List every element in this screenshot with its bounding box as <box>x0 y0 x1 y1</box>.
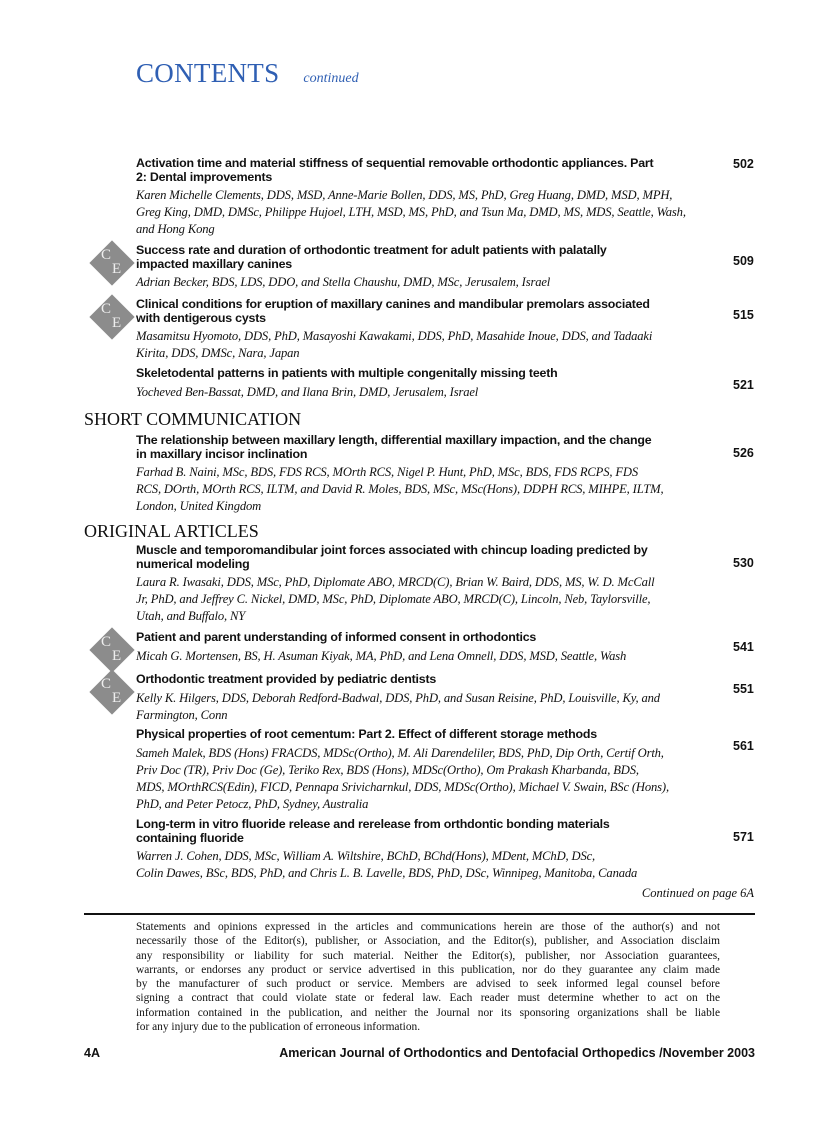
article-title[interactable] <box>136 673 711 687</box>
article-authors-line: Jr, PhD, and Jeffrey C. Nickel, DMD, MSc, PhD, Diplomate ABO, MRCD(C), Lincoln, Neb, Taylorsville, <box>136 592 651 606</box>
ce-badge-icon <box>90 295 134 339</box>
article-authors-line: Micah G. Mortensen, BS, H. Asuman Kiyak, MA, PhD, and Lena Omnell, DDS, MSD, Seattle, Wash <box>136 648 627 663</box>
ce-letter-e: E <box>112 690 122 706</box>
article-title[interactable] <box>136 298 711 325</box>
article-title-line: containing fluoride <box>136 830 244 845</box>
article-title[interactable] <box>136 728 711 742</box>
article-authors-line: Adrian Becker, BDS, LDS, DDO, and Stella Chaushu, DMD, MSc, Jerusalem, Israel <box>136 275 551 289</box>
ce-letter-e: E <box>112 648 122 664</box>
contents-entry[interactable] <box>136 673 711 724</box>
article-authors-line: Warren J. Cohen, DDS, MSc, William A. Wiltshire, BChD, BChd(Hons), MDent, MChD, DSc, <box>136 849 596 863</box>
article-page-number[interactable]: 541 <box>733 640 754 654</box>
ce-letter-e: E <box>112 261 122 277</box>
ce-badge-icon <box>90 628 134 672</box>
contents-entry[interactable] <box>136 434 711 515</box>
article-title-line: The relationship between maxillary length, differential maxillary impaction, and the change <box>136 433 652 447</box>
disclaimer-line: for any injury due to the publication of erroneous information. <box>136 1021 421 1034</box>
article-authors-line: Yocheved Ben-Bassat, DMD, and Ilana Brin, DMD, Jerusalem, Israel <box>136 384 479 399</box>
contents-entry[interactable] <box>136 818 711 882</box>
page-subtitle: continued <box>303 71 359 86</box>
disclaimer-line: Statements and opinions expressed in the articles and communications herein are those of the author(s) and not <box>136 921 720 933</box>
article-authors-line: Kelly K. Hilgers, DDS, Deborah Redford-Badwal, DDS, PhD, and Susan Reisine, PhD, Louisville, Ky, and <box>136 690 660 705</box>
article-authors-line: London, United Kingdom <box>136 499 262 513</box>
contents-entry[interactable] <box>136 544 711 625</box>
article-page-number[interactable]: 530 <box>733 556 754 570</box>
article-title-line: Activation time and material stiffness of sequential removable orthodontic appliances. Part <box>136 156 654 170</box>
article-authors <box>136 384 711 401</box>
article-title-line: Muscle and temporomandibular joint forces associated with chincup loading predicted by <box>136 543 648 557</box>
article-authors-line: PhD, and Peter Petocz, PhD, Sydney, Australia <box>136 796 369 811</box>
ce-badge-icon <box>90 670 134 714</box>
article-authors-line: Sameh Malek, BDS (Hons) FRACDS, MDSc(Ortho), M. Ali Darendeliler, BDS, PhD, Dip Orth, Certif Orth, <box>136 745 664 760</box>
article-title[interactable] <box>136 631 711 645</box>
article-authors-line: Utah, and Buffalo, NY <box>136 609 246 623</box>
article-title-line: Success rate and duration of orthodontic treatment for adult patients with palatally <box>136 243 607 257</box>
article-authors-line: Kirita, DDS, DMSc, Nara, Japan <box>136 346 300 360</box>
contents-entry[interactable] <box>136 367 711 401</box>
article-authors <box>136 745 711 813</box>
article-page-number[interactable]: 515 <box>733 308 754 322</box>
ce-letter-c: C <box>101 676 112 692</box>
article-authors-line: Laura R. Iwasaki, DDS, MSc, PhD, Diplomate ABO, MRCD(C), Brian W. Baird, DDS, MS, W. D. McCall <box>136 575 655 589</box>
section-heading-short-communication: SHORT COMMUNICATION <box>84 409 302 429</box>
article-authors-line: Masamitsu Hyomoto, DDS, PhD, Masayoshi Kawakami, DDS, PhD, Masahide Inoue, DDS, and Tadaaki <box>136 329 653 343</box>
footer-journal: American Journal of Orthodontics and Dentofacial Orthopedics /November 2003 <box>279 1046 755 1060</box>
article-title-line: impacted maxillary canines <box>136 256 292 271</box>
ce-letter-e: E <box>112 315 122 331</box>
article-title-line: numerical modeling <box>136 556 250 571</box>
article-authors-line: Farmington, Conn <box>136 707 228 722</box>
article-authors-line: Colin Dawes, BSc, BDS, PhD, and Chris L. B. Lavelle, BDS, PhD, DSc, Winnipeg, Manitoba, Canada <box>136 866 638 880</box>
article-title-line: Long-term in vitro fluoride release and rerelease from orthdontic bonding materials <box>136 817 610 831</box>
contents-header <box>136 58 359 89</box>
article-authors <box>136 274 711 291</box>
article-title-line: Skeletodental patterns in patients with multiple congenitally missing teeth <box>136 366 558 380</box>
continued-note: Continued on page 6A <box>641 886 754 900</box>
article-authors <box>136 328 711 362</box>
article-page-number[interactable]: 509 <box>733 254 754 268</box>
article-page-number[interactable]: 521 <box>733 378 754 392</box>
ce-letter-c: C <box>101 247 112 263</box>
article-authors-line: Priv Doc (TR), Priv Doc (Ge), Teriko Rex, BDS (Hons), MDSc(Ortho), Om Prakash Kharbanda, BDS, <box>136 762 639 777</box>
divider <box>84 913 755 915</box>
contents-entry[interactable] <box>136 244 711 291</box>
contents-entry[interactable] <box>136 157 711 238</box>
article-authors-line: and Hong Kong <box>136 222 215 236</box>
article-authors-line: Karen Michelle Clements, DDS, MSD, Anne-Marie Bollen, DDS, MS, PhD, Greg Huang, DMD, MSD, MPH, <box>136 188 673 202</box>
ce-letter-c: C <box>101 301 112 317</box>
article-page-number[interactable]: 526 <box>733 446 754 460</box>
disclaimer-line: information contained in the publication, and neither the Journal nor its sponsoring organizations shall be liable <box>136 1006 720 1019</box>
article-title[interactable] <box>136 434 711 461</box>
disclaimer-line: signing a contract that could violate state or federal law. Each reader must determine whether to act on the <box>136 992 720 1005</box>
page-title: CONTENTS <box>136 58 280 88</box>
article-authors <box>136 848 711 882</box>
contents-entry[interactable] <box>136 631 711 665</box>
footer-page-number: 4A <box>84 1046 100 1060</box>
contents-entry[interactable] <box>136 728 711 813</box>
article-title-line: Physical properties of root cementum: Part 2. Effect of different storage methods <box>136 727 597 741</box>
article-title[interactable] <box>136 367 711 381</box>
article-title[interactable] <box>136 157 711 184</box>
article-title-line: Patient and parent understanding of informed consent in orthodontics <box>136 630 537 644</box>
article-authors-line: Farhad B. Naini, MSc, BDS, FDS RCS, MOrth RCS, Nigel P. Hunt, PhD, MSc, BDS, FDS RCPS, FDS <box>136 465 638 479</box>
article-authors <box>136 690 711 724</box>
disclaimer-line: necessarily those of the Editor(s), publisher, or Association, and the Editor(s), publisher, and Association disclaim <box>136 935 720 948</box>
disclaimer-line: warrants, or endorses any product or service advertised in this publication, nor do they guarantee any claim made <box>136 963 720 976</box>
disclaimer-line: by the manufacturer of such product or service. Members are advised to seek informed legal counsel before <box>136 978 720 991</box>
ce-letter-c: C <box>101 634 112 650</box>
article-page-number[interactable]: 502 <box>733 157 754 171</box>
contents-entry[interactable] <box>136 298 711 362</box>
article-page-number[interactable]: 571 <box>733 830 754 844</box>
article-authors-line: RCS, DOrth, MOrth RCS, ILTM, and David R. Moles, BDS, MSc, MSc(Hons), DDPH RCS, MIHPE, ILTM, <box>136 482 664 496</box>
article-title-line: Clinical conditions for eruption of maxillary canines and mandibular premolars associated <box>136 297 650 311</box>
article-authors <box>136 464 711 515</box>
ce-badge-icon <box>90 241 134 285</box>
article-title-line: 2: Dental improvements <box>136 169 273 184</box>
article-page-number[interactable]: 551 <box>733 682 754 696</box>
article-title-line: Orthodontic treatment provided by pediatric dentists <box>136 672 437 686</box>
article-title[interactable] <box>136 818 711 845</box>
disclaimer-line: any responsibility or liability for such material. Neither the Editor(s), publisher, nor Association guarantees, <box>136 949 720 962</box>
article-title[interactable] <box>136 244 711 271</box>
article-title[interactable] <box>136 544 711 571</box>
article-authors <box>136 574 711 625</box>
article-authors-line: MDS, MOrthRCS(Edin), FICD, Pennapa Srivicharnkul, DDS, MDSc(Ortho), Michael V. Swain, BSc (Hons), <box>136 779 669 794</box>
article-authors-line: Greg King, DMD, DMSc, Philippe Hujoel, LTH, MSD, MS, PhD, and Tsun Ma, DMD, MS, MDS, Seattle, Wash, <box>136 205 686 219</box>
disclaimer <box>136 920 720 1034</box>
section-heading-original-articles: ORIGINAL ARTICLES <box>84 521 259 541</box>
article-title-line: with dentigerous cysts <box>136 310 266 325</box>
article-title-line: in maxillary incisor inclination <box>136 446 308 461</box>
article-authors <box>136 187 711 238</box>
article-authors <box>136 648 711 665</box>
article-page-number[interactable]: 561 <box>733 739 754 753</box>
